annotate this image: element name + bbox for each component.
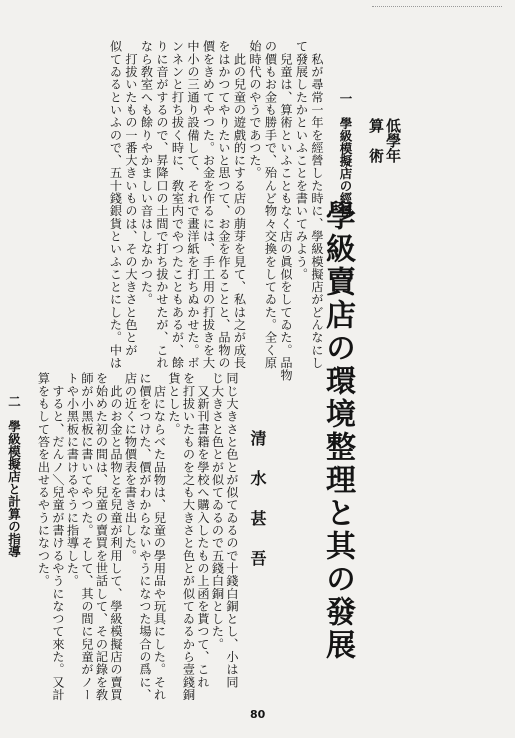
section-1-line: 打拔いたもの一番大きいものは、その大きさと色とが: [124, 40, 138, 357]
section-1-heading: 一 學級模擬店の經營: [338, 92, 353, 217]
section-1-line: て發展したかといふことを書いてみよう。: [294, 40, 309, 281]
section-1-line: 似てゐるといふので、五十錢銀貨といふことにした。中は: [108, 40, 123, 369]
section-1-line: りに音がするので、昇降口の土間で打ち拔かせたが、これ: [155, 40, 169, 369]
section-2-heading: 二 學級模擬店と計算の指導: [6, 395, 22, 558]
top-dot-rule: [372, 6, 502, 11]
section-1-line: ンネンと打ち拔く時に、敎室内でやつたこともあるが、餘: [170, 40, 185, 369]
section-2-pre-line: を打拔いたものを之も大きさと色とが似てゐるから壹錢銅: [181, 372, 196, 701]
section-1-line: をはかつてやりたいと思つて、お金を作ることと、品物の: [217, 40, 231, 369]
section-2-pre-line: じ大きさと色とが似てゐるので五錢白銅とした。: [210, 372, 225, 651]
section-1-line: 兒童は、算術といふこともなく店の眞似をしてゐた。品物: [279, 40, 293, 382]
section-1-line: 始時代のやうであつた。: [248, 40, 262, 180]
section-2-pre-line: 同じ大きさと色とが似てゐるので十錢白銅とし、小は同: [225, 372, 239, 689]
section-1-line: なら敎室へも餘りやかましい音はしなかつた。: [139, 40, 154, 306]
section-2-pre-line: 此のお金と品物とを兒童が利用して、學級模擬店の賣買: [109, 372, 123, 701]
section-2-pre-line: 又新刊書籍を學校へ購入したもの上函を貰つて、これ: [196, 372, 210, 689]
section-1-line: 此の兒童の遊戲的にする店の萠芽を見て、私は之が成長: [232, 40, 247, 369]
section-2-pre-line: 貨とした。: [167, 372, 181, 436]
section-2-pre-line: すると、だんノ＼兒童が書けるやうになつて來た。又計: [51, 372, 65, 701]
section-2-pre-line: 師が小黑板に書いてやつた。そして、其の間に兒童がノー: [80, 372, 94, 701]
section-2-pre-line: 店にならべた品物は、兒童の學用品や玩具にした。それ: [152, 372, 167, 701]
section-2-pre-line: 算をもして答を出せるやうになつた。: [36, 372, 51, 588]
section-1-line: の價もお金も勝手で、殆んど物々交換をしてゐた。全く原: [263, 40, 278, 369]
section-2-pre-line: トや小黑板に書けるやうに指導した。: [65, 372, 80, 588]
section-1-line: 價をきめてやつた。お金を作るには、手工用の打拔きを大: [201, 40, 216, 369]
page-number: 80: [250, 708, 266, 721]
section-1-line: 中小の三通り設備して、それで畫洋紙を打ちぬかせた。ボ: [186, 40, 200, 369]
section-2-pre-line: を始めた初の間は、兒童の賣買を世話して、その記錄を敎: [94, 372, 109, 701]
section-2-pre-line: 店の近くに物價表を書き出した。: [123, 372, 138, 562]
author-name: 清水甚吾: [248, 430, 267, 590]
article-title: 學級賣店の環境整理と其の發展: [320, 200, 355, 662]
subtitle-line-1: 低學年: [384, 118, 402, 163]
section-1-line: 私が尋常一年を經營した時に、學級模擬店がどんなにし: [310, 40, 324, 369]
section-2-pre-line: に價をつけた、價がわからないやうになつた場合の爲に、: [138, 372, 152, 701]
subtitle-line-2: 算 術: [367, 118, 385, 163]
